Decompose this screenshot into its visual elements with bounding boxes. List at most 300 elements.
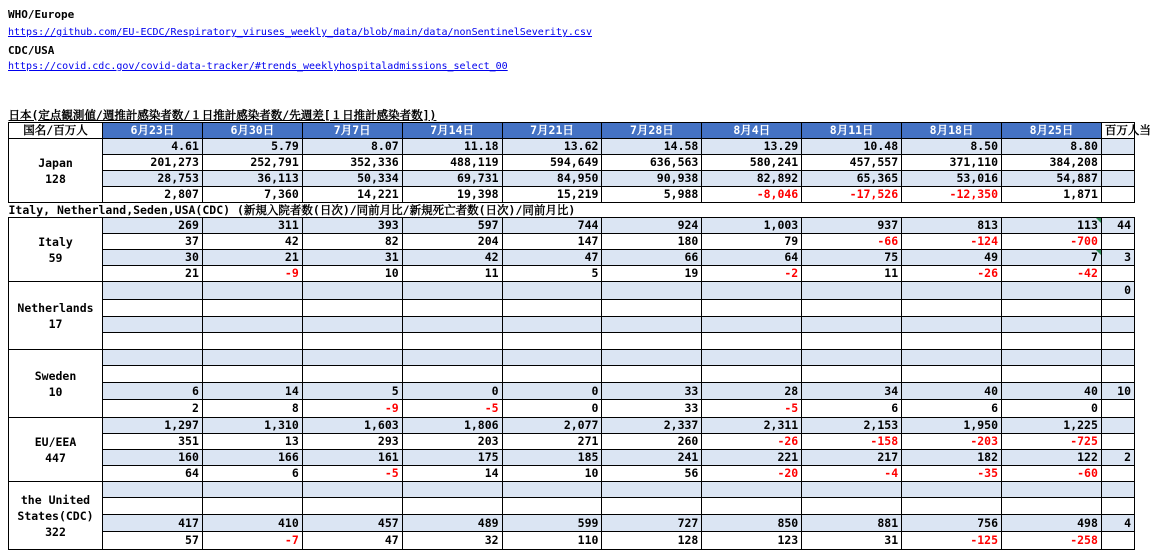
data-cell[interactable]: 7,360 (202, 187, 302, 203)
per-million-cell[interactable] (1101, 350, 1134, 366)
data-cell[interactable] (202, 482, 302, 498)
data-cell[interactable]: 53,016 (902, 171, 1002, 187)
data-cell[interactable] (302, 498, 402, 514)
data-cell[interactable] (1002, 299, 1102, 316)
data-cell[interactable] (502, 366, 602, 382)
data-cell[interactable]: -17,526 (802, 187, 902, 203)
data-cell[interactable]: 113 (1002, 218, 1102, 234)
data-cell[interactable]: 14 (202, 382, 302, 400)
data-cell[interactable] (602, 316, 702, 333)
data-cell[interactable]: 122 (1002, 450, 1102, 466)
source-label-cdc: CDC/USA (8, 44, 55, 57)
data-cell[interactable] (103, 366, 203, 382)
data-cell[interactable]: 924 (602, 218, 702, 234)
data-cell[interactable] (1002, 316, 1102, 333)
country-name-sweden: Sweden 10 (9, 350, 103, 418)
data-cell[interactable] (1002, 366, 1102, 382)
data-cell[interactable]: 252,791 (202, 155, 302, 171)
data-cell[interactable]: 271 (502, 434, 602, 450)
data-cell[interactable]: 180 (602, 234, 702, 250)
data-cell[interactable]: 217 (802, 450, 902, 466)
data-cell[interactable]: 75 (802, 250, 902, 266)
data-cell[interactable]: 11 (802, 266, 902, 282)
data-cell[interactable]: 1,003 (702, 218, 802, 234)
source-link-who[interactable]: https://github.com/EU-ECDC/Respiratory_viruses_weekly_data/blob/main/data/nonSentinelSeverity.csv (8, 27, 592, 38)
per-million-cell[interactable]: 2 (1101, 450, 1134, 466)
data-cell[interactable]: 37 (103, 234, 203, 250)
data-cell[interactable] (902, 366, 1002, 382)
data-cell[interactable] (302, 282, 402, 300)
data-cell[interactable]: 0 (1002, 400, 1102, 418)
data-cell[interactable]: 14 (402, 466, 502, 482)
data-cell[interactable] (702, 350, 802, 366)
data-cell[interactable] (402, 316, 502, 333)
data-cell[interactable]: -66 (802, 234, 902, 250)
data-cell[interactable]: 32 (402, 532, 502, 550)
data-cell[interactable]: 56 (602, 466, 702, 482)
data-cell[interactable]: 8.50 (902, 139, 1002, 155)
data-cell[interactable] (402, 333, 502, 350)
data-cell[interactable]: 269 (103, 218, 203, 234)
table-row (9, 139, 1135, 155)
data-cell[interactable]: 33 (602, 400, 702, 418)
data-cell[interactable]: 64 (103, 466, 203, 482)
per-million-cell[interactable] (1101, 187, 1134, 203)
country-name-eueea: EU/EEA 447 (9, 418, 103, 482)
data-cell[interactable]: 19,398 (402, 187, 502, 203)
data-cell[interactable]: 66 (602, 250, 702, 266)
data-cell[interactable]: 2,807 (103, 187, 203, 203)
data-cell[interactable]: 384,208 (1002, 155, 1102, 171)
data-cell[interactable] (1002, 333, 1102, 350)
data-cell[interactable]: 21 (202, 250, 302, 266)
data-cell[interactable]: 4.61 (103, 139, 203, 155)
data-cell[interactable]: 11.18 (402, 139, 502, 155)
per-million-cell[interactable] (1101, 434, 1134, 450)
data-cell[interactable]: 185 (502, 450, 602, 466)
data-cell[interactable]: 597 (402, 218, 502, 234)
data-cell[interactable] (802, 333, 902, 350)
data-cell[interactable] (302, 350, 402, 366)
data-cell[interactable] (902, 498, 1002, 514)
data-cell[interactable]: 580,241 (702, 155, 802, 171)
per-million-cell[interactable] (1101, 316, 1134, 333)
per-million-cell[interactable]: 10 (1101, 382, 1134, 400)
data-cell[interactable] (103, 350, 203, 366)
data-cell[interactable] (902, 350, 1002, 366)
data-cell[interactable]: 6 (202, 466, 302, 482)
data-cell[interactable]: 410 (202, 514, 302, 532)
header-date: 8月18日 (902, 123, 1002, 139)
table-row (9, 218, 1135, 234)
data-cell[interactable] (802, 482, 902, 498)
data-cell[interactable]: 5 (302, 382, 402, 400)
data-cell[interactable]: -4 (802, 466, 902, 482)
table-row (9, 418, 1135, 434)
data-cell[interactable]: 128 (602, 532, 702, 550)
data-cell[interactable] (602, 282, 702, 300)
table-row (9, 450, 1135, 466)
data-cell[interactable] (202, 333, 302, 350)
data-cell[interactable] (302, 316, 402, 333)
data-cell[interactable]: 636,563 (602, 155, 702, 171)
header-date: 6月23日 (103, 123, 203, 139)
header-country: 国名/百万人 (9, 123, 103, 139)
header-date: 7月7日 (302, 123, 402, 139)
data-cell[interactable] (302, 299, 402, 316)
data-cell[interactable]: 0 (502, 400, 602, 418)
per-million-cell[interactable] (1101, 498, 1134, 514)
data-cell[interactable] (1002, 350, 1102, 366)
data-cell[interactable]: 850 (702, 514, 802, 532)
data-cell[interactable]: 2,077 (502, 418, 602, 434)
table-row (9, 498, 1135, 514)
data-cell[interactable]: -26 (702, 434, 802, 450)
data-cell[interactable] (402, 498, 502, 514)
data-cell[interactable]: -60 (1002, 466, 1102, 482)
data-cell[interactable] (202, 366, 302, 382)
per-million-cell[interactable]: 44 (1101, 218, 1134, 234)
data-cell[interactable]: 47 (502, 250, 602, 266)
data-cell[interactable]: 201,273 (103, 155, 203, 171)
japan-section-title-text: 日本(定点観測値/週推計感染者数/１日推計感染者数/先週差[１日推計感染者数]) (8, 108, 437, 122)
data-cell[interactable] (702, 299, 802, 316)
per-million-cell[interactable] (1101, 139, 1134, 155)
data-cell[interactable] (302, 482, 402, 498)
data-cell[interactable]: 5,988 (602, 187, 702, 203)
data-cell[interactable] (202, 316, 302, 333)
data-cell[interactable]: -35 (902, 466, 1002, 482)
data-cell[interactable]: 79 (702, 234, 802, 250)
data-cell[interactable] (103, 333, 203, 350)
data-cell[interactable] (402, 482, 502, 498)
data-cell[interactable] (502, 333, 602, 350)
data-cell[interactable] (502, 498, 602, 514)
data-cell[interactable] (902, 282, 1002, 300)
data-cell[interactable]: -26 (902, 266, 1002, 282)
data-cell[interactable]: -42 (1002, 266, 1102, 282)
data-cell[interactable]: 204 (402, 234, 502, 250)
data-cell[interactable] (202, 350, 302, 366)
data-cell[interactable] (602, 333, 702, 350)
data-cell[interactable]: -20 (702, 466, 802, 482)
table-row (9, 532, 1135, 550)
data-cell[interactable]: 351 (103, 434, 203, 450)
data-cell[interactable]: 42 (202, 234, 302, 250)
table-row (9, 482, 1135, 498)
data-cell[interactable]: 498 (1002, 514, 1102, 532)
data-cell[interactable]: 147 (502, 234, 602, 250)
data-cell[interactable] (902, 316, 1002, 333)
data-cell[interactable]: 84,950 (502, 171, 602, 187)
data-cell[interactable]: 599 (502, 514, 602, 532)
data-cell[interactable]: 293 (302, 434, 402, 450)
data-cell[interactable] (302, 366, 402, 382)
data-cell[interactable]: 161 (302, 450, 402, 466)
data-cell[interactable]: 50,334 (302, 171, 402, 187)
data-cell[interactable] (1002, 498, 1102, 514)
table-row (9, 366, 1135, 382)
data-cell[interactable]: 15,219 (502, 187, 602, 203)
data-cell[interactable]: 82,892 (702, 171, 802, 187)
data-cell[interactable]: 166 (202, 450, 302, 466)
data-cell[interactable]: -5 (702, 400, 802, 418)
data-cell[interactable]: 2,153 (802, 418, 902, 434)
per-million-cell[interactable]: 4 (1101, 514, 1134, 532)
data-cell[interactable] (402, 350, 502, 366)
data-cell[interactable]: 13.62 (502, 139, 602, 155)
data-cell[interactable] (1002, 482, 1102, 498)
per-million-cell[interactable]: 0 (1101, 282, 1134, 300)
data-cell[interactable]: 33 (602, 382, 702, 400)
data-cell[interactable]: -7 (202, 532, 302, 550)
data-cell[interactable]: 65,365 (802, 171, 902, 187)
data-cell[interactable]: 31 (302, 250, 402, 266)
data-cell[interactable] (202, 498, 302, 514)
data-cell[interactable]: -725 (1002, 434, 1102, 450)
data-cell[interactable]: 175 (402, 450, 502, 466)
data-cell[interactable] (902, 482, 1002, 498)
data-cell[interactable]: 19 (602, 266, 702, 282)
data-cell[interactable] (502, 350, 602, 366)
data-cell[interactable] (702, 366, 802, 382)
data-cell[interactable] (502, 282, 602, 300)
data-cell[interactable]: 47 (302, 532, 402, 550)
data-cell[interactable] (702, 498, 802, 514)
data-cell[interactable]: 241 (602, 450, 702, 466)
data-cell[interactable]: -700 (1002, 234, 1102, 250)
table-row (9, 234, 1135, 250)
table-row (9, 155, 1135, 171)
data-cell[interactable]: -2 (702, 266, 802, 282)
per-million-cell[interactable] (1101, 400, 1134, 418)
data-cell[interactable]: 1,603 (302, 418, 402, 434)
data-cell[interactable] (902, 299, 1002, 316)
data-cell[interactable]: 0 (402, 382, 502, 400)
data-cell[interactable]: 5 (502, 266, 602, 282)
data-cell[interactable]: 1,225 (1002, 418, 1102, 434)
per-million-cell[interactable] (1101, 155, 1134, 171)
data-cell[interactable] (103, 282, 203, 300)
header-date: 7月21日 (502, 123, 602, 139)
overseas-section-title: Italy, Netherland,Seden,USA(CDC) (新規入院者数(日次)/同前月比/新規死亡者数(日次)/同前月比) (9, 203, 1135, 218)
data-cell[interactable]: 21 (103, 266, 203, 282)
data-cell[interactable]: 28,753 (103, 171, 203, 187)
data-cell[interactable]: 123 (702, 532, 802, 550)
data-cell[interactable]: 8.07 (302, 139, 402, 155)
data-cell[interactable]: 8.80 (1002, 139, 1102, 155)
data-cell[interactable]: 6 (802, 400, 902, 418)
data-cell[interactable] (103, 299, 203, 316)
data-cell[interactable]: 28 (702, 382, 802, 400)
data-cell[interactable]: 1,310 (202, 418, 302, 434)
data-cell[interactable]: 5.79 (202, 139, 302, 155)
data-cell[interactable]: 0 (502, 382, 602, 400)
data-cell[interactable]: 937 (802, 218, 902, 234)
data-cell[interactable]: 13.29 (702, 139, 802, 155)
data-cell[interactable] (502, 299, 602, 316)
data-cell[interactable]: -203 (902, 434, 1002, 450)
data-cell[interactable]: 417 (103, 514, 203, 532)
data-cell[interactable]: -125 (902, 532, 1002, 550)
source-link-cdc[interactable]: https://covid.cdc.gov/covid-data-tracker/#trends_weeklyhospitaladmissions_select_00 (8, 61, 508, 72)
data-cell[interactable]: 160 (103, 450, 203, 466)
data-cell[interactable]: 881 (802, 514, 902, 532)
data-cell[interactable] (702, 316, 802, 333)
data-cell[interactable] (103, 316, 203, 333)
data-cell[interactable] (402, 366, 502, 382)
data-cell[interactable]: 40 (1002, 382, 1102, 400)
per-million-cell[interactable] (1101, 366, 1134, 382)
data-cell[interactable] (602, 299, 702, 316)
data-cell[interactable]: -9 (302, 400, 402, 418)
data-sheet (8, 108, 1151, 550)
country-name-usa: the United States(CDC) 322 (9, 482, 103, 550)
data-cell[interactable]: 6 (103, 382, 203, 400)
data-cell[interactable]: 30 (103, 250, 203, 266)
data-cell[interactable]: 11 (402, 266, 502, 282)
data-cell[interactable] (402, 299, 502, 316)
data-cell[interactable]: 594,649 (502, 155, 602, 171)
data-cell[interactable]: 54,887 (1002, 171, 1102, 187)
data-cell[interactable]: 42 (402, 250, 502, 266)
data-cell[interactable]: -8,046 (702, 187, 802, 203)
data-cell[interactable] (902, 333, 1002, 350)
data-cell[interactable] (802, 350, 902, 366)
data-cell[interactable] (602, 350, 702, 366)
country-name-netherlands: Netherlands 17 (9, 282, 103, 350)
data-cell[interactable]: -258 (1002, 532, 1102, 550)
data-cell[interactable]: 1,871 (1002, 187, 1102, 203)
data-cell[interactable]: 1,297 (103, 418, 203, 434)
data-cell[interactable]: 457,557 (802, 155, 902, 171)
table-row (9, 171, 1135, 187)
data-cell[interactable]: 110 (502, 532, 602, 550)
data-cell[interactable] (602, 366, 702, 382)
data-cell[interactable]: 182 (902, 450, 1002, 466)
per-million-cell[interactable] (1101, 299, 1134, 316)
data-cell[interactable]: 1,806 (402, 418, 502, 434)
data-cell[interactable]: 1,950 (902, 418, 1002, 434)
data-cell[interactable] (702, 333, 802, 350)
data-cell[interactable]: -9 (202, 266, 302, 282)
data-cell[interactable] (103, 498, 203, 514)
per-million-cell[interactable] (1101, 482, 1134, 498)
data-cell[interactable]: -12,350 (902, 187, 1002, 203)
data-cell[interactable]: 14.58 (602, 139, 702, 155)
data-cell[interactable]: 40 (902, 382, 1002, 400)
data-cell[interactable] (602, 482, 702, 498)
data-cell[interactable] (502, 316, 602, 333)
data-cell[interactable]: 371,110 (902, 155, 1002, 171)
data-cell[interactable]: 352,336 (302, 155, 402, 171)
table-row (9, 382, 1135, 400)
data-cell[interactable]: 2,311 (702, 418, 802, 434)
data-cell[interactable]: 10 (302, 266, 402, 282)
data-cell[interactable] (802, 282, 902, 300)
per-million-cell[interactable] (1101, 466, 1134, 482)
data-cell[interactable]: 10 (502, 466, 602, 482)
data-cell[interactable]: 813 (902, 218, 1002, 234)
table-row (9, 400, 1135, 418)
data-cell[interactable]: 7 (1002, 250, 1102, 266)
header-date: 8月11日 (802, 123, 902, 139)
data-cell[interactable] (1002, 282, 1102, 300)
data-cell[interactable] (802, 299, 902, 316)
data-cell[interactable]: 57 (103, 532, 203, 550)
data-cell[interactable]: 260 (602, 434, 702, 450)
data-cell[interactable] (202, 282, 302, 300)
per-million-cell[interactable] (1101, 171, 1134, 187)
data-cell[interactable]: 90,938 (602, 171, 702, 187)
per-million-cell[interactable]: 3 (1101, 250, 1134, 266)
data-cell[interactable]: 69,731 (402, 171, 502, 187)
data-cell[interactable]: 82 (302, 234, 402, 250)
table-row (9, 350, 1135, 366)
data-cell[interactable] (402, 282, 502, 300)
data-cell[interactable]: 457 (302, 514, 402, 532)
data-cell[interactable]: 756 (902, 514, 1002, 532)
data-cell[interactable]: 203 (402, 434, 502, 450)
data-cell[interactable]: 221 (702, 450, 802, 466)
header-per-million: 百万人当 (1101, 123, 1134, 139)
data-cell[interactable]: 64 (702, 250, 802, 266)
data-cell[interactable] (602, 498, 702, 514)
table-row (9, 299, 1135, 316)
data-cell[interactable]: -5 (302, 466, 402, 482)
data-cell[interactable] (103, 482, 203, 498)
data-cell[interactable]: -5 (402, 400, 502, 418)
data-cell[interactable] (802, 498, 902, 514)
data-cell[interactable]: 14,221 (302, 187, 402, 203)
data-cell[interactable]: 2 (103, 400, 203, 418)
data-cell[interactable]: 744 (502, 218, 602, 234)
data-cell[interactable]: 49 (902, 250, 1002, 266)
table-row (9, 466, 1135, 482)
table-row (9, 514, 1135, 532)
data-cell[interactable] (502, 482, 602, 498)
data-cell[interactable]: -124 (902, 234, 1002, 250)
data-cell[interactable]: 488,119 (402, 155, 502, 171)
data-cell[interactable] (202, 299, 302, 316)
data-cell[interactable]: 393 (302, 218, 402, 234)
data-cell[interactable]: 2,337 (602, 418, 702, 434)
per-million-cell[interactable] (1101, 418, 1134, 434)
data-cell[interactable] (802, 366, 902, 382)
per-million-cell[interactable] (1101, 333, 1134, 350)
data-cell[interactable]: 8 (202, 400, 302, 418)
data-cell[interactable]: 34 (802, 382, 902, 400)
table-row (9, 316, 1135, 333)
data-cell[interactable]: 31 (802, 532, 902, 550)
data-cell[interactable]: 727 (602, 514, 702, 532)
data-cell[interactable] (702, 282, 802, 300)
per-million-cell[interactable] (1101, 532, 1134, 550)
data-cell[interactable] (802, 316, 902, 333)
data-cell[interactable]: 10.48 (802, 139, 902, 155)
country-name-italy: Italy 59 (9, 218, 103, 282)
data-cell[interactable] (302, 333, 402, 350)
data-cell[interactable]: 13 (202, 434, 302, 450)
data-cell[interactable]: 489 (402, 514, 502, 532)
per-million-cell[interactable] (1101, 266, 1134, 282)
data-cell[interactable]: 311 (202, 218, 302, 234)
per-million-cell[interactable] (1101, 234, 1134, 250)
data-cell[interactable]: 6 (902, 400, 1002, 418)
data-cell[interactable]: -158 (802, 434, 902, 450)
data-cell[interactable] (702, 482, 802, 498)
data-cell[interactable]: 36,113 (202, 171, 302, 187)
